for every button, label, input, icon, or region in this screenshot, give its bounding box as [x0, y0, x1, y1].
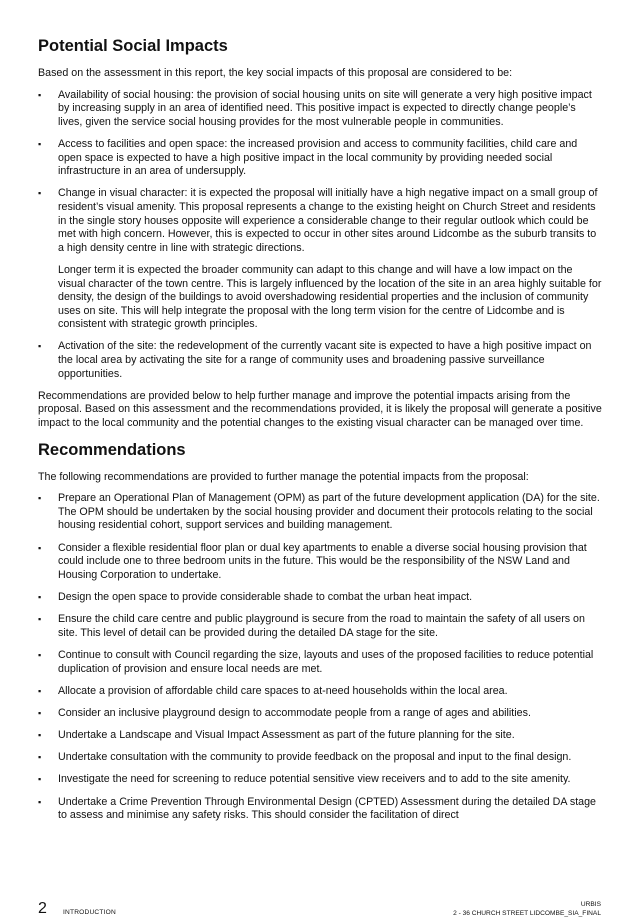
list-item: ▪ Continue to consult with Council regarding the size, layouts and uses of the proposed facilities to reduce potential duplication of provision and ensure local needs are met. [38, 648, 594, 675]
list-item: ▪ Allocate a provision of affordable child care spaces to at-need households within the local area. [38, 684, 508, 697]
bullet-icon: ▪ [38, 341, 42, 352]
list-item: ▪ Design the open space to provide considerable shade to combat the urban heat impact. [38, 590, 473, 603]
recommendations-list [38, 492, 602, 823]
list-item: ▪ Prepare an Operational Plan of Management (OPM) as part of the future development application (DA) for the site. The OPM should be undertaken by the social housing provider and document their protocols relating to the social housing residential cohort, support services and building management. [38, 492, 600, 532]
bullet-icon: ▪ [38, 188, 42, 199]
bullet-icon: ▪ [38, 752, 42, 763]
bullet-icon: ▪ [38, 89, 42, 100]
bullet-icon: ▪ [38, 493, 42, 504]
footer-doc-reference: 2 - 36 CHURCH STREET LIDCOMBE_SIA_FINAL [453, 910, 601, 917]
list-item: ▪ Undertake a Landscape and Visual Impact Assessment as part of the future planning for the site. [38, 729, 515, 742]
list-item: ▪ Access to facilities and open space: the increased provision and access to community facilities, child care and open space is expected to have a high positive impact in the local community by providing needed social infrastructure in an area of undersupply. [38, 137, 578, 178]
page-number: 2 [38, 900, 47, 917]
impacts-intro: Based on the assessment in this report, the key social impacts of this proposal are considered to be: [38, 67, 513, 79]
bullet-icon: ▪ [38, 685, 42, 696]
list-item: ▪ Consider an inclusive playground design to accommodate people from a range of ages and abilities. [38, 706, 531, 719]
list-item: ▪ Ensure the child care centre and public playground is secure from the road to maintain the safety of all users on site. This level of detail can be provided during the detailed DA stage for the site. [38, 613, 585, 639]
impacts-list [38, 89, 602, 382]
list-item: ▪ Investigate the need for screening to reduce potential sensitive view receivers and to add to the site amenity. [38, 773, 571, 786]
section-heading-recommendations: Recommendations [38, 440, 186, 459]
section-heading-impacts: Potential Social Impacts [38, 37, 228, 55]
footer-section-label: INTRODUCTION [63, 909, 116, 916]
page-footer [38, 900, 601, 920]
bullet-icon: ▪ [38, 730, 42, 741]
list-item: ▪ Change in visual character: it is expected the proposal will initially have a high negative impact on a small group of resident’s visual amenity. This proposal represents a change to the existing height on Church Street and residents in the single story houses opposite will experience a considerable change to their regular outlook which could be met with high concern. However, this is expected to occur in other sites around Lidcombe as the suburb transits to a high density centre in line with strategic directions. Longer term it is expected the broader community can adapt to this change and will have a low impact on the visual character of the town centre. This is largely influenced by the location of the site in an area highly suitable for density, the design of the buildings to avoid overshadowing residential properties and the inclusion of community uses on site. This will help integrate the proposal with the long term vision for the centre of Lidcombe and is consistent with strategic growth principles. [38, 187, 602, 331]
document-page [38, 36, 602, 831]
bullet-icon: ▪ [38, 796, 42, 807]
bullet-icon: ▪ [38, 138, 42, 149]
bullet-icon: ▪ [38, 614, 42, 625]
bullet-icon: ▪ [38, 774, 42, 785]
bullet-icon: ▪ [38, 591, 42, 602]
bullet-icon: ▪ [38, 707, 42, 718]
list-item: ▪ Undertake a Crime Prevention Through Environmental Design (CPTED) Assessment during the detailed DA stage to assess and minimise any safety risks. This should consider the facilitation of direct [38, 795, 597, 822]
bullet-icon: ▪ [38, 649, 42, 660]
list-item: ▪ Activation of the site: the redevelopment of the currently vacant site is expected to have a high positive impact on the local area by activating the site for a range of community uses and broadening passive surveillance opportunities. [38, 340, 592, 380]
footer-brand: URBIS [580, 901, 601, 908]
list-item: ▪ Consider a flexible residential floor plan or dual key apartments to enable a diverse social housing provision that could include one to three bedroom units in the future. This would be the responsibility of the NSW Land and Housing Corporation to undertake. [38, 541, 587, 581]
bullet-icon: ▪ [38, 542, 42, 553]
impacts-closing: Recommendations are provided below to help further manage and improve the potential impacts arising from the proposal. Based on this assessment and the recommendations provided, it is likely the proposal will generate a positive impact to the local community and the potential changes to the existing visual character can be managed over time. [38, 389, 602, 430]
recommendations-intro: The following recommendations are provided to further manage the potential impacts from the proposal: [38, 470, 529, 483]
list-item: ▪ Undertake consultation with the community to provide feedback on the proposal and input to the final design. [38, 751, 572, 764]
list-item: ▪ Availability of social housing: the provision of social housing units on site will generate a very high positive impact by increasing supply in an area of identified need. This positive impact is expected to directly change people’s lives, given the service social housing provides for the most vulnerable people in communities. [38, 88, 592, 128]
